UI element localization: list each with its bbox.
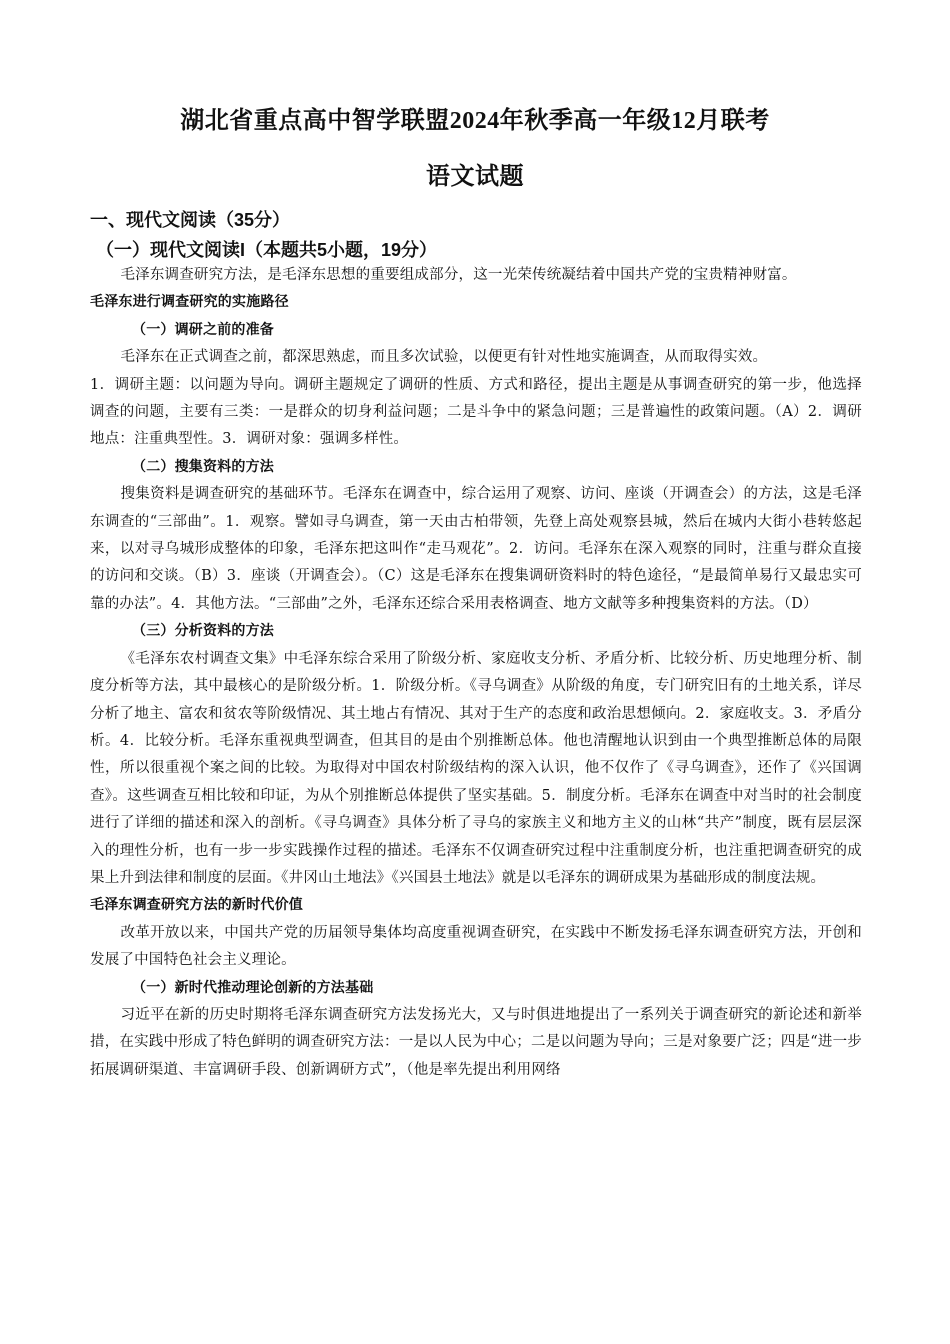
paragraph: 《毛泽东农村调查文集》中毛泽东综合采用了阶级分析、家庭收支分析、矛盾分析、比较分析、历史地理分析、制度分析等方法，其中最核心的是阶级分析。1．阶级分析。《寻乌调查》从阶级的角度，专门研究旧有的土地关系，详尽分析了地主、富农和贫农等阶级情况、其土地占有情况、其对于生产的态度和政治思想倾向。2．家庭收支。3．矛盾分析。4．比较分析。毛泽东重视典型调查，但其目的是由个别推断总体。他也清醒地认识到由一个典型推断总体的局限性，所以很重视个案之间的比较。为取得对中国农村阶级结构的深入认识，他不仅作了《寻乌调查》，还作了《兴国调查》。这些调查互相比较和印证，为从个别推断总体提供了坚实基础。5．制度分析。毛泽东在调查中对当时的社会制度进行了详细的描述和深入的剖析。《寻乌调查》具体分析了寻乌的家族主义和地方主义的山林“共产”制度，既有层层深入的理性分析，也有一步一步实践操作过程的描述。毛泽东不仅调查研究过程中注重制度分析，也注重把调查研究的成果上升到法律和制度的层面。《井冈山土地法》《兴国县土地法》就是以毛泽东的调研成果为基础形成的制度法规。	[90, 650, 862, 886]
section-heading: 一、现代文阅读（35分）	[90, 210, 291, 230]
exam-subtitle: 语文试题	[426, 164, 524, 190]
exam-title: 湖北省重点高中智学联盟2024年秋季高一年级12月联考	[180, 108, 770, 134]
intro-paragraph: 毛泽东调查研究方法，是毛泽东思想的重要组成部分，这一光荣传统凝结着中国共产党的宝贵精神财富。	[120, 267, 797, 283]
paragraph: 改革开放以来，中国共产党的历届领导集体均高度重视调查研究，在实践中不断发扬毛泽东调查研究方法，开创和发展了中国特色社会主义理论。	[90, 924, 862, 969]
paragraph: 毛泽东在正式调查之前，都深思熟虑，而且多次试验，以便更有针对性地实施调查，从而取得实效。	[120, 349, 768, 366]
sub-title: （二）搜集资料的方法	[132, 458, 274, 475]
part-title: 毛泽东调查研究方法的新时代价值	[90, 897, 303, 914]
sub-title: （一）调研之前的准备	[132, 321, 274, 338]
paragraph: 1．调研主题：以问题为导向。调研主题规定了调研的性质、方式和路径，提出主题是从事调查研究的第一步，他选择调查的问题，主要有三类：一是群众的切身利益问题；二是斗争中的紧急问题；三是普遍性的政策问题。（A）2．调研地点：注重典型性。3．调研对象：强调多样性。	[90, 376, 862, 448]
part-title: 毛泽东进行调查研究的实施路径	[90, 294, 289, 311]
sub-title: （三）分析资料的方法	[132, 623, 274, 640]
article-body	[90, 262, 862, 1084]
paragraph: 搜集资料是调查研究的基础环节。毛泽东在调查中，综合运用了观察、访问、座谈（开调查会）的方法，这是毛泽东调查的“三部曲”。1．观察。譬如寻乌调查，第一天由古柏带领，先登上高处观察县城，然后在城内大街小巷转悠起来，以对寻乌城形成整体的印象，毛泽东把这叫作“走马观花”。2．访问。毛泽东在深入观察的同时，注重与群众直接的访问和交谈。（B）3．座谈（开调查会）。（C）这是毛泽东在搜集调研资料时的特色途径，“是最简单易行又最忠实可靠的办法”。4．其他方法。“三部曲”之外，毛泽东还综合采用表格调查、地方文献等多种搜集资料的方法。（D）	[90, 486, 862, 612]
sub-title: （一）新时代推动理论创新的方法基础	[132, 979, 374, 996]
subsection-heading: （一）现代文阅读I（本题共5小题，19分）	[96, 240, 438, 260]
paragraph: 习近平在新的历史时期将毛泽东调查研究方法发扬光大，又与时俱进地提出了一系列关于调查研究的新论述和新举措，在实践中形成了特色鲜明的调查研究方法：一是以人民为中心；二是以问题为导向；三是对象要广泛；四是“进一步拓展调研渠道、丰富调研手段、创新调研方式”，（他是率先提出利用网络	[90, 1006, 863, 1078]
